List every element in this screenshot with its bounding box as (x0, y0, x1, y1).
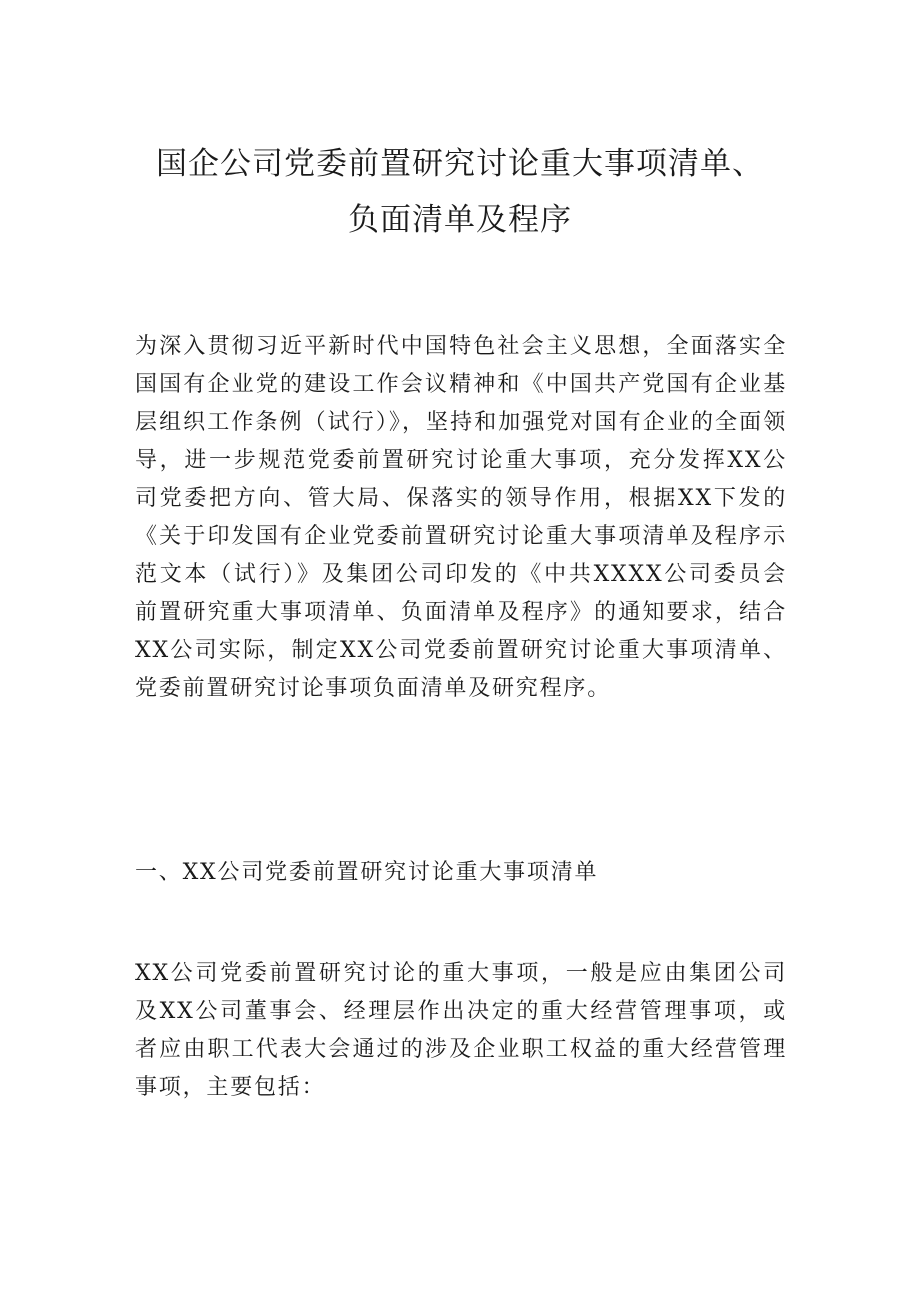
intro-paragraph: 为深入贯彻习近平新时代中国特色社会主义思想，全面落实全国国有企业党的建设工作会议精神和《中国共产党国有企业基层组织工作条例（试行）》，坚持和加强党对国有企业的全面领导，进一步规范党委前置研究讨论重大事项，充分发挥XX公司党委把方向、管大局、保落实的领导作用，根据XX下发的《关于印发国有企业党委前置研究讨论重大事项清单及程序示范文本（试行）》及集团公司印发的《中共XXXX公司委员会前置研究重大事项清单、负面清单及程序》的通知要求，结合XX公司实际，制定XX公司党委前置研究讨论重大事项清单、党委前置研究讨论事项负面清单及研究程序。 (135, 334, 787, 701)
document-title-line-1: 国企公司党委前置研究讨论重大事项清单、 (156, 146, 764, 182)
section-paragraph: XX公司党委前置研究讨论的重大事项，一般是应由集团公司及XX公司董事会、经理层作出决定的重大经营管理事项，或者应由职工代表大会通过的涉及企业职工权益的重大经营管理事项，主要包括： (135, 961, 787, 1100)
document-title-line-2: 负面清单及程序 (348, 202, 572, 238)
section-heading: 一、XX公司党委前置研究讨论重大事项清单 (135, 860, 599, 885)
